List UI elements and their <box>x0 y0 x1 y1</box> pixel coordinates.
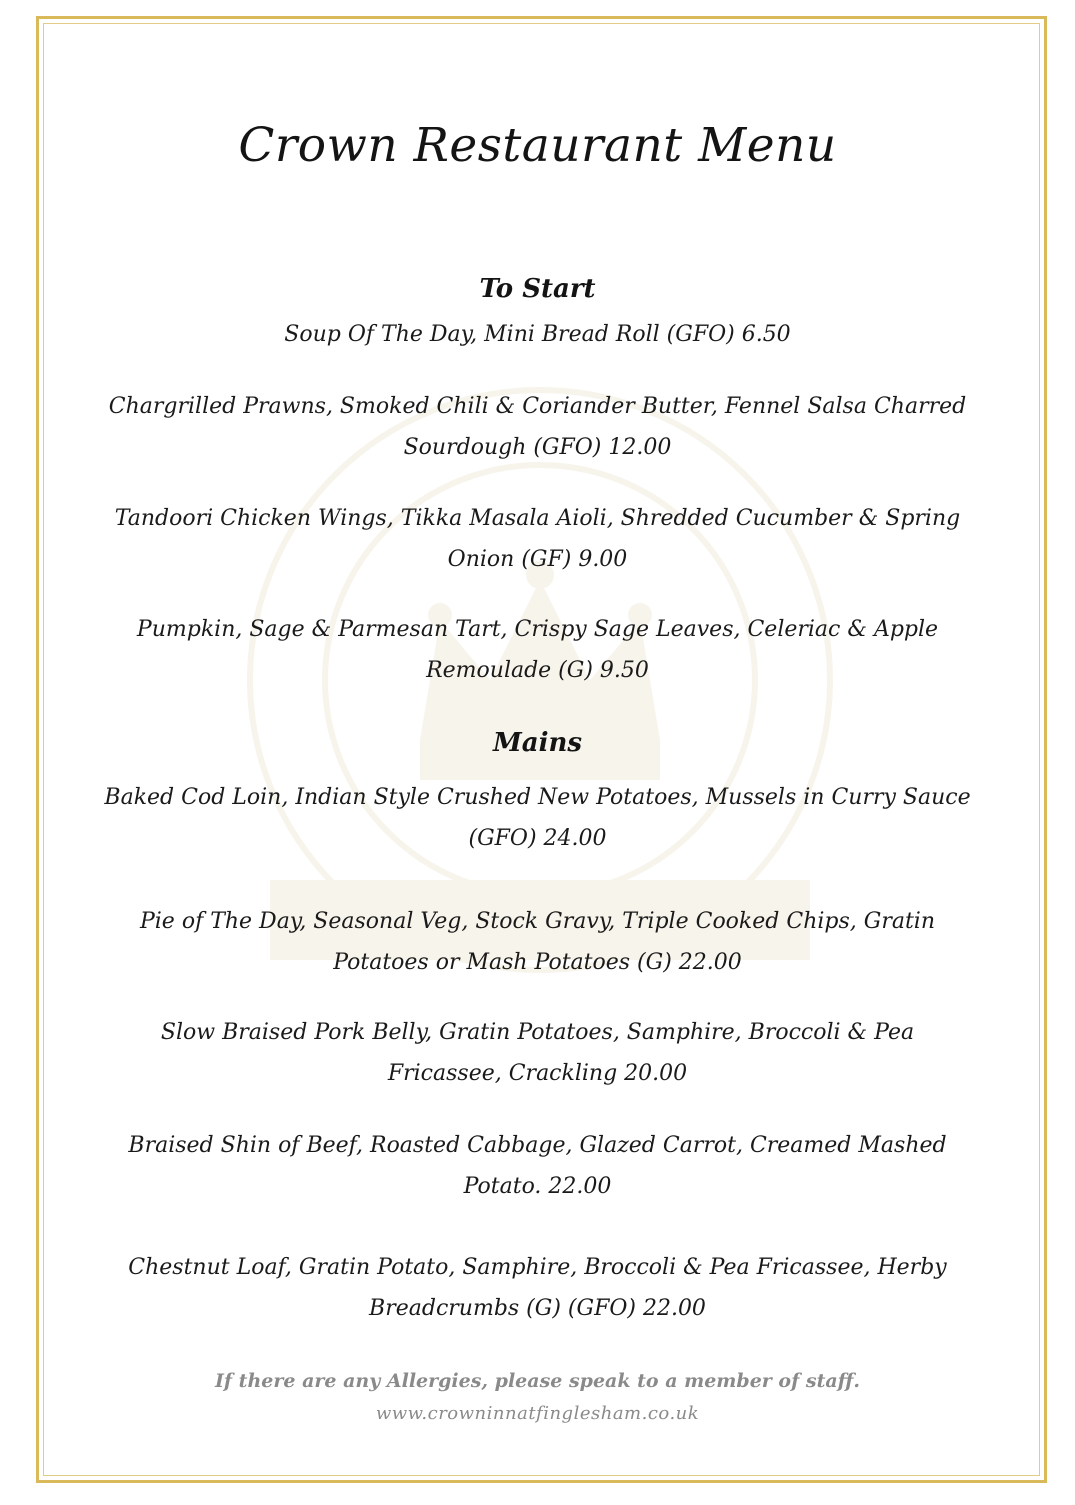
allergy-note: If there are any Allergies, please speak to a member of staff. <box>215 1370 860 1392</box>
menu-item: Baked Cod Loin, Indian Style Crushed New Potatoes, Mussels in Curry Sauce (GFO) 24.00 <box>104 785 971 851</box>
menu-item: Slow Braised Pork Belly, Gratin Potatoes, Samphire, Broccoli & Pea Fricassee, Crackling 20.00 <box>160 1020 915 1086</box>
menu-item: Braised Shin of Beef, Roasted Cabbage, Glazed Carrot, Creamed Mashed Potato. 22.00 <box>128 1133 947 1199</box>
website-link[interactable]: www.crowninnatfinglesham.co.uk <box>375 1403 700 1424</box>
menu-title: Crown Restaurant Menu <box>238 118 837 173</box>
section-heading-to-start: To Start <box>479 274 596 304</box>
menu-item: Chestnut Loaf, Gratin Potato, Samphire, Broccoli & Pea Fricassee, Herby Breadcrumbs (G) (GFO) 22.00 <box>128 1255 947 1321</box>
menu-item: Soup Of The Day, Mini Bread Roll (GFO) 6.50 <box>284 322 791 347</box>
menu-item: Pie of The Day, Seasonal Veg, Stock Gravy, Triple Cooked Chips, Gratin Potatoes or Mash Potatoes (G) 22.00 <box>139 909 936 975</box>
menu-item: Tandoori Chicken Wings, Tikka Masala Aioli, Shredded Cucumber & Spring Onion (GF) 9.00 <box>114 506 961 572</box>
menu-item: Chargrilled Prawns, Smoked Chili & Coriander Butter, Fennel Salsa Charred Sourdough (GFO) 12.00 <box>108 394 967 460</box>
menu-item: Pumpkin, Sage & Parmesan Tart, Crispy Sage Leaves, Celeriac & Apple Remoulade (G) 9.50 <box>136 617 939 683</box>
section-heading-mains: Mains <box>492 728 583 758</box>
